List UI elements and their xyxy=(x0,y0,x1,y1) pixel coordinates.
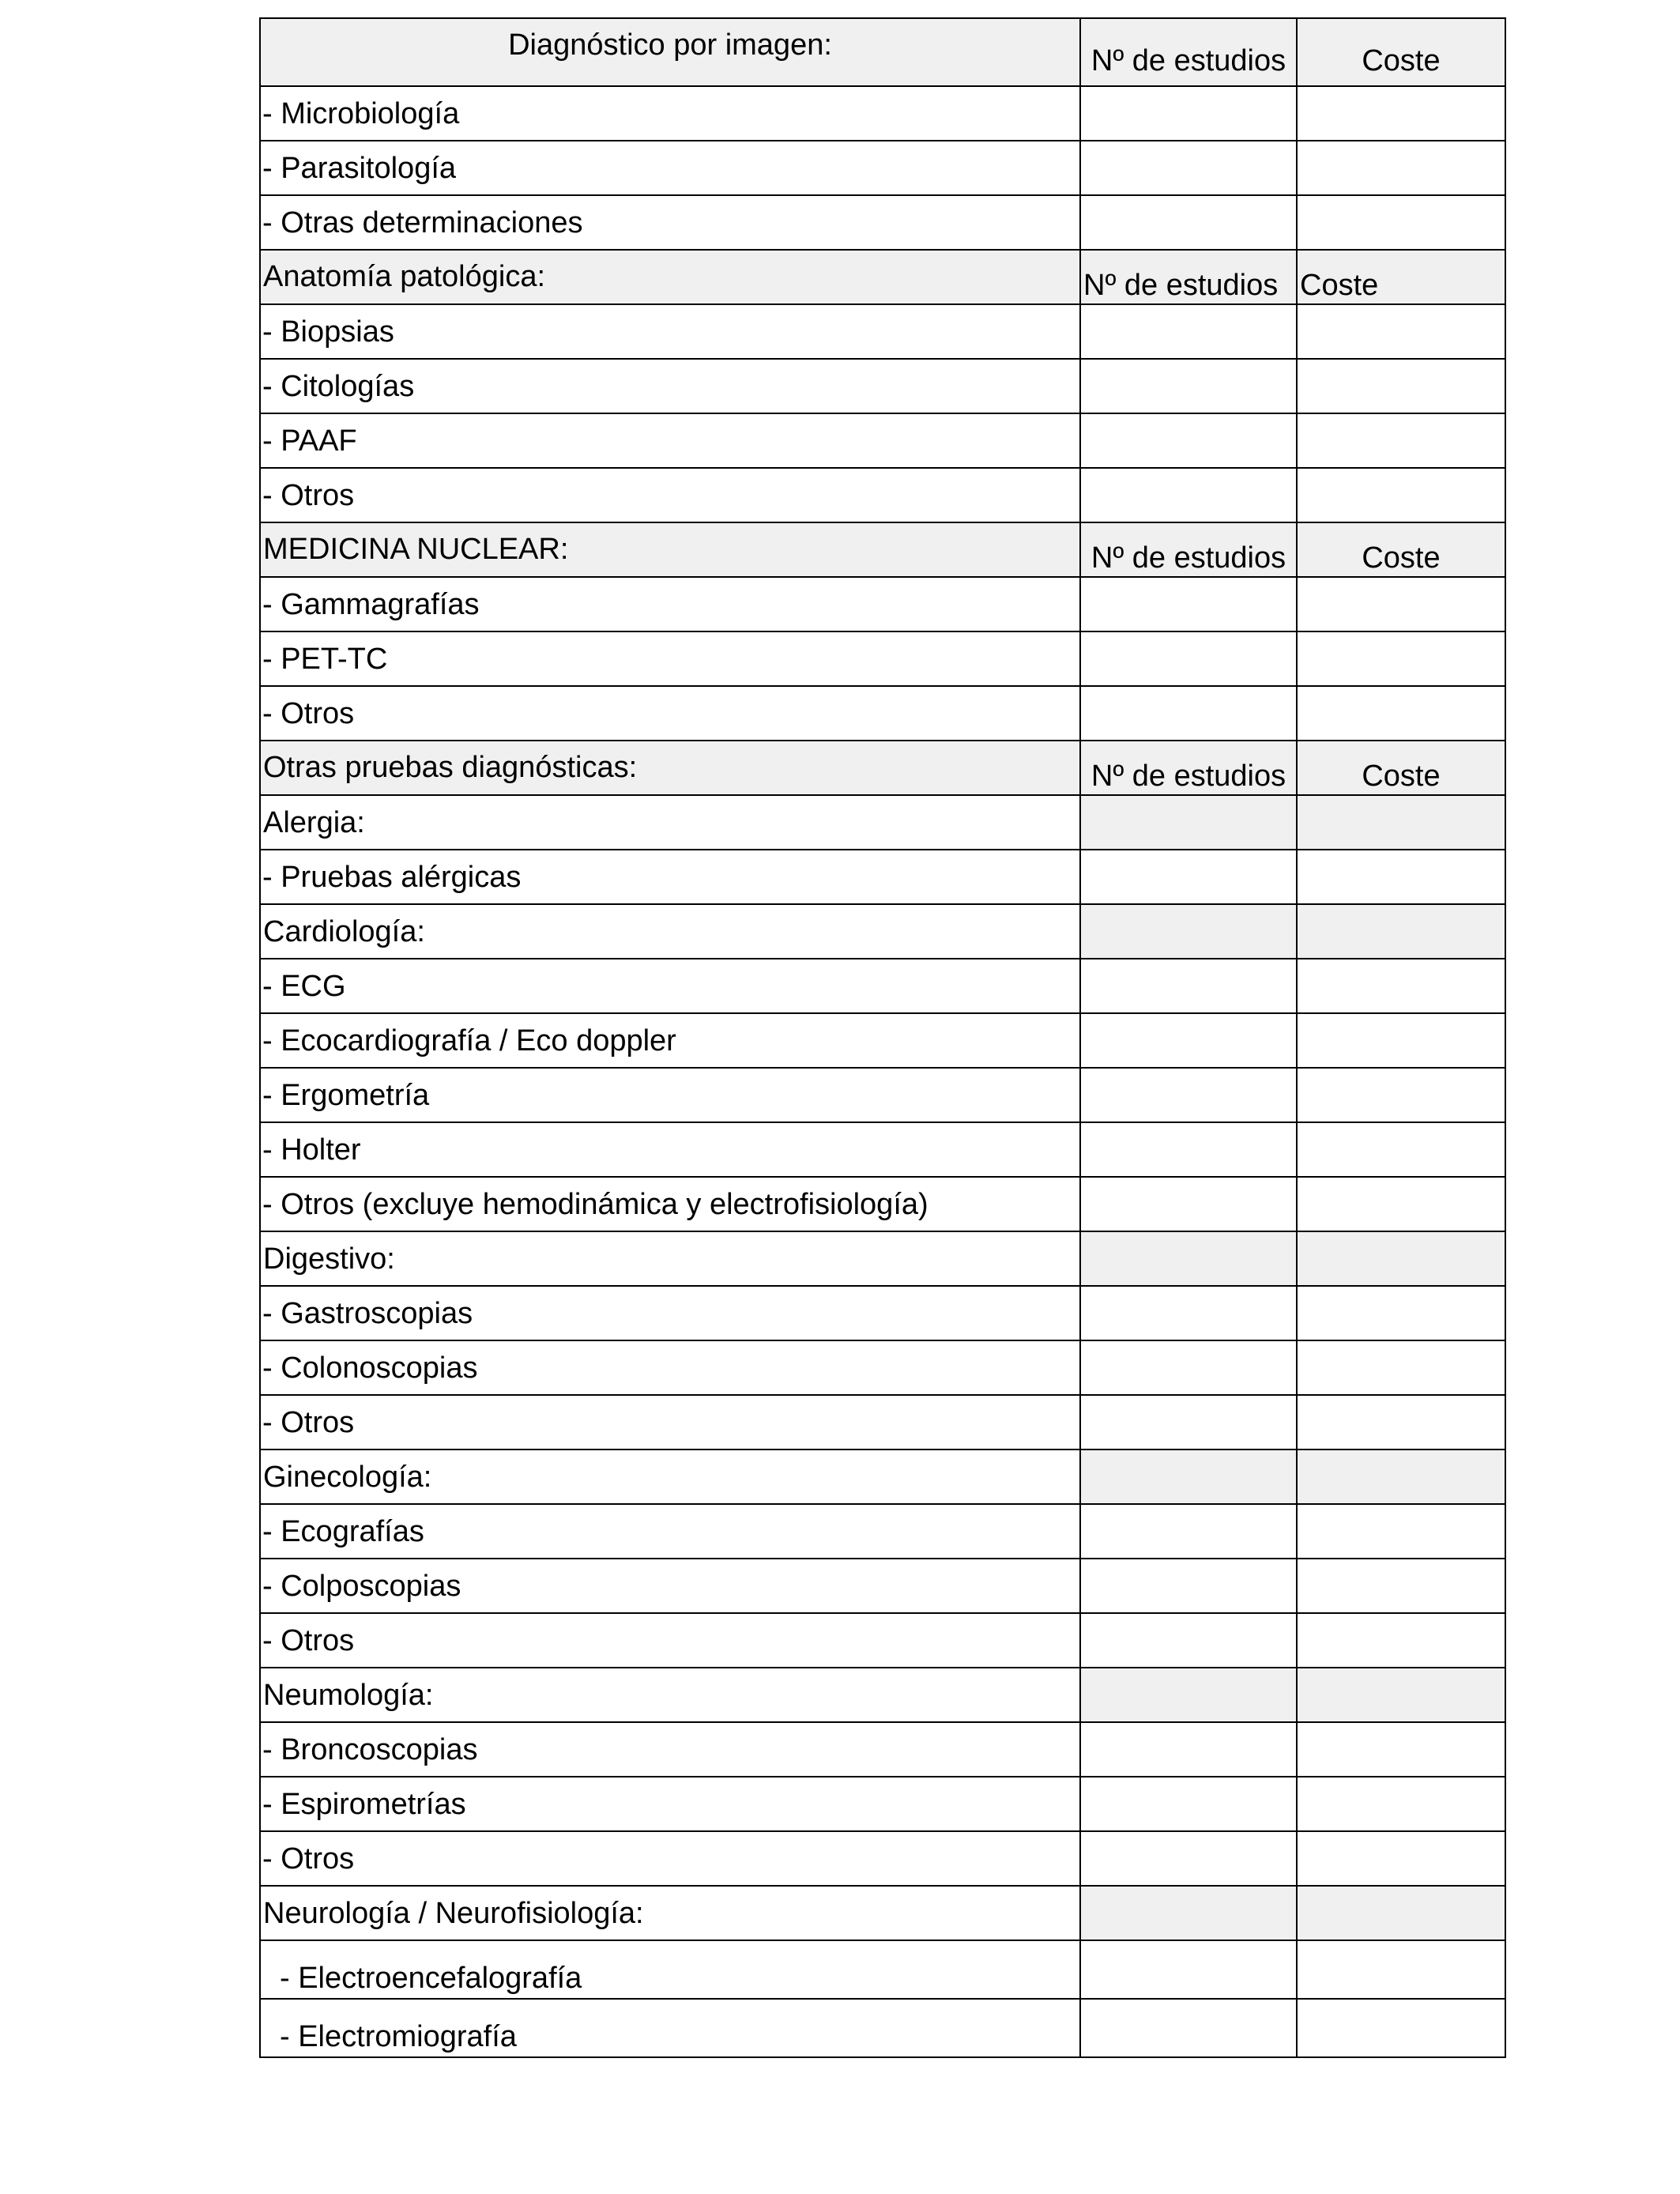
cost-cell-disabled xyxy=(1297,904,1505,959)
cost-cell[interactable] xyxy=(1297,1177,1505,1231)
table-row xyxy=(260,1395,1505,1449)
cost-cell[interactable] xyxy=(1297,1777,1505,1831)
test-name: - Otros xyxy=(260,686,1080,741)
cost-cell[interactable] xyxy=(1297,850,1505,904)
section-header-row xyxy=(260,250,1505,304)
num-studies-cell[interactable] xyxy=(1080,1395,1297,1449)
test-name: - PAAF xyxy=(260,413,1080,468)
category-row xyxy=(260,795,1505,850)
cost-cell[interactable] xyxy=(1297,195,1505,250)
category-label: Ginecología: xyxy=(260,1449,1080,1504)
table-row xyxy=(260,850,1505,904)
category-label: Digestivo: xyxy=(260,1231,1080,1286)
table-row xyxy=(260,413,1505,468)
cost-cell-disabled xyxy=(1297,1668,1505,1722)
test-name: - PET-TC xyxy=(260,631,1080,686)
table-row xyxy=(260,1504,1505,1559)
cost-cell[interactable] xyxy=(1297,1559,1505,1613)
num-studies-cell-disabled xyxy=(1080,1668,1297,1722)
num-studies-cell[interactable] xyxy=(1080,1559,1297,1613)
cost-cell[interactable] xyxy=(1297,141,1505,195)
table-row xyxy=(260,86,1505,141)
cost-cell[interactable] xyxy=(1297,1068,1505,1122)
test-name: - Electromiografía xyxy=(260,1999,1080,2057)
table-body xyxy=(260,18,1505,2057)
category-row xyxy=(260,1668,1505,1722)
num-studies-cell-disabled xyxy=(1080,904,1297,959)
cost-cell[interactable] xyxy=(1297,1286,1505,1340)
category-label: Neurología / Neurofisiología: xyxy=(260,1886,1080,1940)
cost-cell[interactable] xyxy=(1297,86,1505,141)
num-studies-cell[interactable] xyxy=(1080,1999,1297,2057)
num-studies-cell[interactable] xyxy=(1080,1777,1297,1831)
test-name: - Otros (excluye hemodinámica y electrofisiología) xyxy=(260,1177,1080,1231)
category-label: Neumología: xyxy=(260,1668,1080,1722)
column-header-cost: Coste xyxy=(1297,250,1505,304)
test-name: - Ecocardiografía / Eco doppler xyxy=(260,1013,1080,1068)
table-row xyxy=(260,1559,1505,1613)
cost-cell[interactable] xyxy=(1297,1613,1505,1668)
test-name: - Electroencefalografía xyxy=(260,1940,1080,1999)
cost-cell[interactable] xyxy=(1297,413,1505,468)
num-studies-cell-disabled xyxy=(1080,1886,1297,1940)
category-row xyxy=(260,1886,1505,1940)
num-studies-cell[interactable] xyxy=(1080,141,1297,195)
table-row xyxy=(260,1940,1505,1999)
num-studies-cell[interactable] xyxy=(1080,1940,1297,1999)
table-row xyxy=(260,195,1505,250)
category-label: Alergia: xyxy=(260,795,1080,850)
num-studies-cell[interactable] xyxy=(1080,850,1297,904)
table-row xyxy=(260,359,1505,413)
table-row xyxy=(260,1013,1505,1068)
num-studies-cell[interactable] xyxy=(1080,959,1297,1013)
cost-cell[interactable] xyxy=(1297,1940,1505,1999)
column-header-cost: Coste xyxy=(1297,741,1505,795)
test-name: - ECG xyxy=(260,959,1080,1013)
test-name: - Microbiología xyxy=(260,86,1080,141)
section-title: Anatomía patológica: xyxy=(260,250,1080,304)
cost-cell-disabled xyxy=(1297,1886,1505,1940)
section-header-row xyxy=(260,18,1505,86)
cost-cell[interactable] xyxy=(1297,1395,1505,1449)
table-row xyxy=(260,1831,1505,1886)
table-row xyxy=(260,577,1505,631)
cost-cell[interactable] xyxy=(1297,1999,1505,2057)
column-header-num-studies: Nº de estudios xyxy=(1080,741,1297,795)
test-name: - Otras determinaciones xyxy=(260,195,1080,250)
table-row xyxy=(260,631,1505,686)
test-name: - Otros xyxy=(260,1395,1080,1449)
cost-cell[interactable] xyxy=(1297,631,1505,686)
cost-cell[interactable] xyxy=(1297,686,1505,741)
section-title: Otras pruebas diagnósticas: xyxy=(260,741,1080,795)
num-studies-cell[interactable] xyxy=(1080,1340,1297,1395)
test-name: - Broncoscopias xyxy=(260,1722,1080,1777)
cost-cell-disabled xyxy=(1297,1231,1505,1286)
num-studies-cell[interactable] xyxy=(1080,1122,1297,1177)
column-header-num-studies: Nº de estudios xyxy=(1080,18,1297,86)
cost-cell[interactable] xyxy=(1297,1722,1505,1777)
table-row xyxy=(260,686,1505,741)
table-row xyxy=(260,1177,1505,1231)
cost-cell[interactable] xyxy=(1297,1504,1505,1559)
table-row xyxy=(260,1340,1505,1395)
num-studies-cell-disabled xyxy=(1080,795,1297,850)
num-studies-cell[interactable] xyxy=(1080,631,1297,686)
cost-cell[interactable] xyxy=(1297,1831,1505,1886)
section-header-row xyxy=(260,522,1505,577)
column-header-cost: Coste xyxy=(1297,18,1505,86)
table-row xyxy=(260,141,1505,195)
table-row xyxy=(260,1999,1505,2057)
num-studies-cell[interactable] xyxy=(1080,1068,1297,1122)
num-studies-cell[interactable] xyxy=(1080,468,1297,522)
test-name: - Ecografías xyxy=(260,1504,1080,1559)
table-row xyxy=(260,468,1505,522)
test-name: - Gastroscopias xyxy=(260,1286,1080,1340)
test-name: - Gammagrafías xyxy=(260,577,1080,631)
column-header-num-studies: Nº de estudios xyxy=(1080,250,1297,304)
category-row xyxy=(260,1449,1505,1504)
num-studies-cell[interactable] xyxy=(1080,1504,1297,1559)
num-studies-cell[interactable] xyxy=(1080,577,1297,631)
num-studies-cell-disabled xyxy=(1080,1449,1297,1504)
section-title: MEDICINA NUCLEAR: xyxy=(260,522,1080,577)
cost-cell-disabled xyxy=(1297,1449,1505,1504)
num-studies-cell[interactable] xyxy=(1080,1831,1297,1886)
cost-cell[interactable] xyxy=(1297,959,1505,1013)
table-row xyxy=(260,1613,1505,1668)
table-row xyxy=(260,1122,1505,1177)
cost-cell[interactable] xyxy=(1297,1122,1505,1177)
cost-cell[interactable] xyxy=(1297,304,1505,359)
num-studies-cell-disabled xyxy=(1080,1231,1297,1286)
num-studies-cell[interactable] xyxy=(1080,304,1297,359)
cost-cell[interactable] xyxy=(1297,1340,1505,1395)
test-name: - Espirometrías xyxy=(260,1777,1080,1831)
category-row xyxy=(260,904,1505,959)
cost-cell[interactable] xyxy=(1297,577,1505,631)
category-label: Cardiología: xyxy=(260,904,1080,959)
num-studies-cell[interactable] xyxy=(1080,686,1297,741)
cost-cell[interactable] xyxy=(1297,468,1505,522)
test-name: - Biopsias xyxy=(260,304,1080,359)
category-row xyxy=(260,1231,1505,1286)
column-header-num-studies: Nº de estudios xyxy=(1080,522,1297,577)
test-name: - Otros xyxy=(260,1613,1080,1668)
table-row xyxy=(260,1286,1505,1340)
cost-cell-disabled xyxy=(1297,795,1505,850)
test-name: - Parasitología xyxy=(260,141,1080,195)
num-studies-cell[interactable] xyxy=(1080,1177,1297,1231)
diagnostic-tests-table xyxy=(259,17,1506,2058)
test-name: - Holter xyxy=(260,1122,1080,1177)
num-studies-cell[interactable] xyxy=(1080,413,1297,468)
section-title: Diagnóstico por imagen: xyxy=(260,18,1080,86)
num-studies-cell[interactable] xyxy=(1080,1286,1297,1340)
num-studies-cell[interactable] xyxy=(1080,1722,1297,1777)
table-row xyxy=(260,1068,1505,1122)
num-studies-cell[interactable] xyxy=(1080,86,1297,141)
cost-cell[interactable] xyxy=(1297,359,1505,413)
table-row xyxy=(260,1777,1505,1831)
test-name: - Otros xyxy=(260,1831,1080,1886)
num-studies-cell[interactable] xyxy=(1080,195,1297,250)
table-row xyxy=(260,959,1505,1013)
table-row xyxy=(260,304,1505,359)
cost-cell[interactable] xyxy=(1297,1013,1505,1068)
test-name: - Otros xyxy=(260,468,1080,522)
test-name: - Ergometría xyxy=(260,1068,1080,1122)
num-studies-cell[interactable] xyxy=(1080,1013,1297,1068)
section-header-row xyxy=(260,741,1505,795)
test-name: - Pruebas alérgicas xyxy=(260,850,1080,904)
num-studies-cell[interactable] xyxy=(1080,359,1297,413)
test-name: - Citologías xyxy=(260,359,1080,413)
test-name: - Colposcopias xyxy=(260,1559,1080,1613)
num-studies-cell[interactable] xyxy=(1080,1613,1297,1668)
column-header-cost: Coste xyxy=(1297,522,1505,577)
test-name: - Colonoscopias xyxy=(260,1340,1080,1395)
table-row xyxy=(260,1722,1505,1777)
